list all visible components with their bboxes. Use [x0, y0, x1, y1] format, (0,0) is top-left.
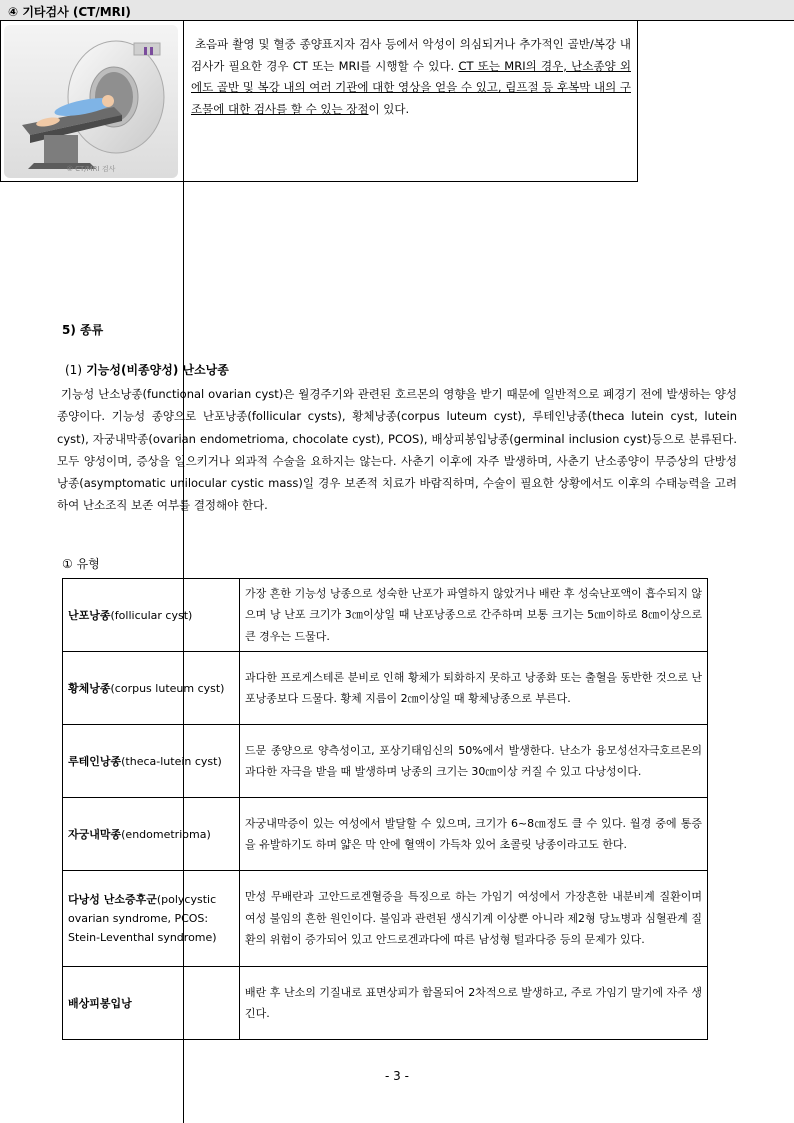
table-row [63, 579, 708, 652]
type-name: 황체낭종(corpus luteum cyst) [63, 652, 240, 725]
type-name: 난포낭종(follicular cyst) [63, 579, 240, 652]
type-description: 만성 무배란과 고안드로겐혈증을 특징으로 하는 가임기 여성에서 가장흔한 내분비계 질환이며 여성 불임의 흔한 원인이다. 불임과 관련된 생식기계 이상뿐 아니라 제2형 당뇨병과 심혈관계 질환의 위험이 증가되어 있고 안드로겐과다에 따른 남성형 털과다증 등의 문제가 있다. [240, 871, 708, 967]
functional-cyst-paragraph [57, 383, 737, 517]
subsection-heading-functional [65, 361, 229, 378]
ct-mri-title: ④ 기타검사 (CT/MRI) [0, 0, 794, 21]
ct-mri-description [191, 34, 631, 120]
section-heading-types: 5) 종류 [62, 323, 104, 337]
ct-mri-text-plain: 초음파 촬영 및 혈중 종양표지자 검사 등에서 악성이 의심되거나 추가적인 골반/복강 내 검사가 필요한 경우 CT 또는 MRI를 시행할 수 있다. [191, 37, 632, 73]
ct-mri-text-underlined: CT 또는 MRI의 경우, 난소종양 외에도 골반 및 복강 내의 여러 기관에 대한 영상을 얻을 수 있고, 림프절 등 후복막 내의 구조물에 대한 검사를 할 수 있는 장점 [191, 58, 631, 116]
type-description: 드문 종양으로 양측성이고, 포상기태임신의 50%에서 발생한다. 난소가 융모성선자극호르몬의 과다한 자극을 받을 때 발생하며 낭종의 크기는 30㎝이상 커질 수 있고 다낭성이다. [240, 725, 708, 798]
cyst-types-table [62, 578, 708, 1040]
page-number: - 3 - [385, 1069, 409, 1083]
subsection-number: (1) [65, 363, 82, 377]
ct-scanner-illustration [4, 25, 178, 178]
type-name: 자궁내막종(endometrioma) [63, 798, 240, 871]
type-description: 자궁내막증이 있는 여성에서 발달할 수 있으며, 크기가 6~8㎝정도 클 수 있다. 월경 중에 통증을 유발하기도 하며 얇은 막 안에 혈액이 가득차 있어 초콜릿 낭종이라고도 한다. [240, 798, 708, 871]
type-description: 가장 흔한 기능성 낭종으로 성숙한 난포가 파열하지 않았거나 배란 후 성숙난포액이 흡수되지 않으며 낭 난포 크기가 3㎝이상일 때 난포낭종으로 간주하며 보통 크기는 5㎝이하로 8㎝이상으로 큰 경우는 드물다. [240, 579, 708, 652]
type-name: 배상피봉입낭 [63, 967, 240, 1040]
table-row [63, 871, 708, 967]
type-description: 배란 후 난소의 기질내로 표면상피가 함몰되어 2차적으로 발생하고, 주로 가임기 말기에 자주 생긴다. [240, 967, 708, 1040]
paragraph-text: 기능성 난소낭종(functional ovarian cyst)은 월경주기와 관련된 호르몬의 영향을 받기 때문에 일반적으로 폐경기 전에 발생하는 양성종양이다. 기능성 종양으로 난포낭종(follicular cysts), 황체낭종(corpus luteum cyst), 루테인낭종(theca lutein cyst, lutein cyst), 자궁내막종(ovarian endometrioma, chocolate cyst), PCOS), 배상피봉입낭종(germinal inclusion cyst)등으로 분류된다. 모두 양성이며, 증상을 일으키거나 외과적 수술을 요하지는 않는다. 사춘기 이후에 자주 발생하며, 사춘기 난소종양이 무증상의 단방성 낭종(asymptomatic unilocular cystic mass)일 경우 보존적 치료가 바람직하며, 수술이 필요한 상황에서도 이후의 수태능력을 고려하여 난소조직 보존 여부를 결정해야 한다. [57, 387, 738, 513]
types-heading: ① 유형 [62, 557, 100, 571]
table-row [63, 798, 708, 871]
type-description: 과다한 프로게스테론 분비로 인해 황체가 퇴화하지 못하고 낭종화 또는 출혈을 동반한 것으로 난포낭종보다 드물다. 황체 지름이 2㎝이상일 때 황체낭종으로 부른다. [240, 652, 708, 725]
ct-mri-box [0, 0, 638, 182]
table-row [63, 652, 708, 725]
type-name: 다낭성 난소증후군(polycystic ovarian syndrome, PCOS: Stein-Leventhal syndrome) [63, 871, 240, 967]
table-row [63, 967, 708, 1040]
ct-mri-text-end: 이 있다. [368, 101, 410, 116]
type-name: 루테인낭종(theca-lutein cyst) [63, 725, 240, 798]
subsection-title: 기능성(비종양성) 난소낭종 [86, 363, 229, 377]
table-row [63, 725, 708, 798]
image-caption: ④ CT/MRI 검사 [66, 165, 116, 173]
